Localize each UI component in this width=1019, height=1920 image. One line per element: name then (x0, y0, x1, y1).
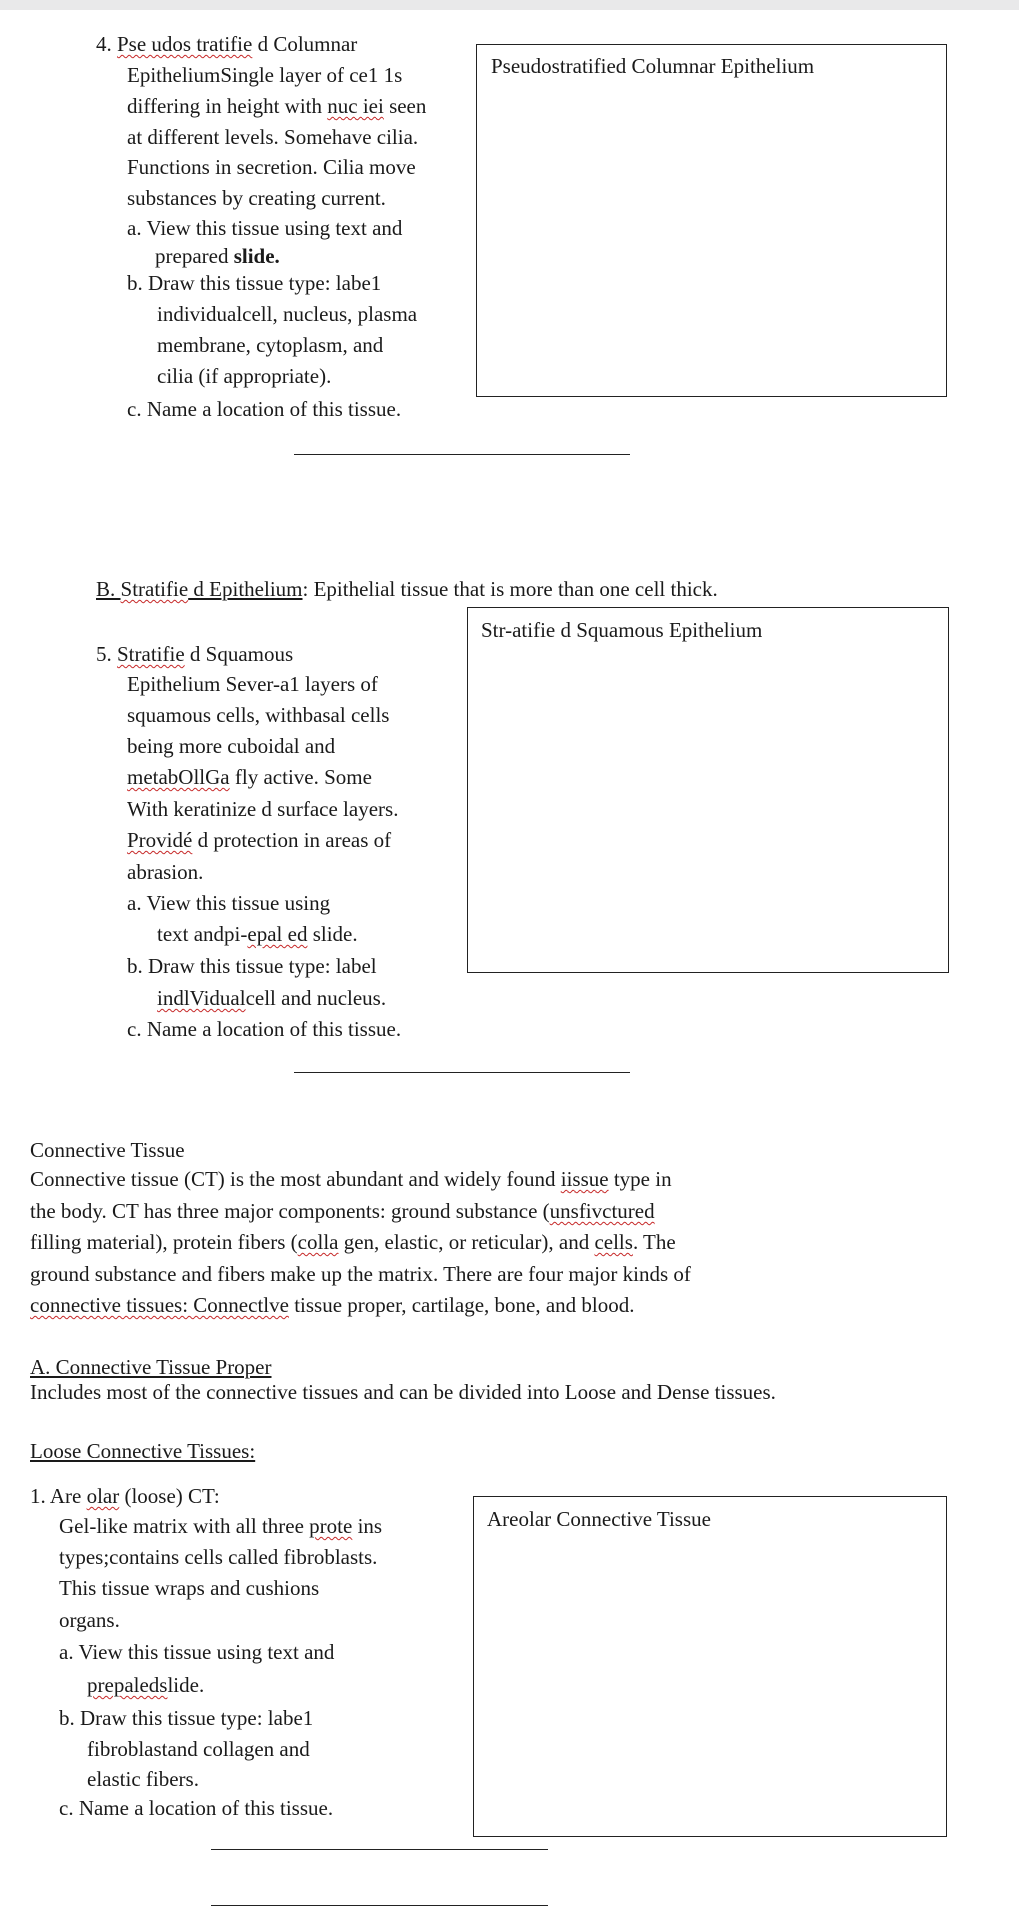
pseudostratified-step-a: a. View this tissue using text and (127, 216, 403, 240)
areolar-step-b-cont: fibroblastand collagen and (87, 1737, 310, 1761)
pseudostratified-step-c: c. Name a location of this tissue. (127, 397, 402, 421)
stratified-desc-line: metabOllGa fly active. Some (127, 765, 372, 789)
stratified-step-b: b. Draw this tissue type: label (127, 954, 377, 978)
pseudostratified-desc-line: substances by creating current. (127, 186, 386, 210)
areolar-step-a-cont: prepaledslide. (87, 1673, 205, 1697)
pseudostratified-step-b-cont: individualcell, nucleus, plasma (157, 302, 418, 326)
areolar-drawing-box[interactable] (473, 1496, 947, 1837)
connective-paragraph-line: Connective tissue (CT) is the most abundant and widely found iissue type in (30, 1167, 672, 1191)
pseudostratified-step-b-cont: membrane, cytoplasm, and (157, 333, 384, 357)
areolar-desc-line: This tissue wraps and cushions (59, 1576, 320, 1600)
pseudostratified-desc-line: EpitheliumSingle layer of ce1 1s (127, 63, 403, 87)
pseudostratified-title: 4. Pse udos tratifie d Columnar (96, 32, 358, 56)
pseudostratified-desc-line: Functions in secretion. Cilia move (127, 155, 416, 179)
areolar-desc-line: organs. (59, 1608, 120, 1632)
areolar-step-a: a. View this tissue using text and (59, 1640, 335, 1664)
areolar-desc-line: Gel-like matrix with all three prote ins (59, 1514, 383, 1538)
stratified-step-b-cont: indlVidualcell and nucleus. (157, 986, 387, 1010)
stratified-desc-line: being more cuboidal and (127, 734, 336, 758)
stratified-box-label: Str-atifie d Squamous Epithelium (481, 618, 763, 642)
stratified-step-a: a. View this tissue using (127, 891, 331, 915)
stratified-drawing-box[interactable] (467, 607, 949, 973)
pseudostratified-step-a-cont: prepared slide. (155, 244, 280, 268)
connective-paragraph-line: ground substance and fibers make up the matrix. There are four major kinds of (30, 1262, 691, 1286)
areolar-answer-line[interactable] (211, 1849, 548, 1850)
pseudostratified-step-b-cont: cilia (if appropriate). (157, 364, 332, 388)
stratified-step-a-cont: text andpi-epal ed slide. (157, 922, 358, 946)
pseudostratified-step-b: b. Draw this tissue type: labe1 (127, 271, 382, 295)
areolar-box-label: Areolar Connective Tissue (487, 1507, 711, 1531)
areolar-step-c: c. Name a location of this tissue. (59, 1796, 334, 1820)
pseudostratified-desc-line: differing in height with nuc iei seen (127, 94, 427, 118)
areolar-step-b-cont: elastic fibers. (87, 1767, 199, 1791)
stratified-desc-line: squamous cells, withbasal cells (127, 703, 390, 727)
connective-heading: Connective Tissue (30, 1138, 185, 1162)
connective-paragraph-line: connective tissues: Connectlve tissue proper, cartilage, bone, and blood. (30, 1293, 635, 1317)
stratified-desc-line: Providé d protection in areas of (127, 828, 392, 852)
connective-proper-desc: Includes most of the connective tissues and can be divided into Loose and Dense tissues. (30, 1380, 776, 1404)
loose-connective-heading: Loose Connective Tissues: (30, 1439, 256, 1463)
areolar-answer-line[interactable] (211, 1905, 548, 1906)
areolar-title: 1. Are olar (loose) CT: (30, 1484, 220, 1508)
connective-proper-heading: A. Connective Tissue Proper (30, 1355, 272, 1379)
pseudostratified-box-label: Pseudostratified Columnar Epithelium (491, 54, 815, 78)
connective-paragraph-line: the body. CT has three major components: ground substance (unsfivctured (30, 1199, 655, 1223)
pseudostratified-answer-line[interactable] (294, 454, 630, 455)
stratified-desc-line: Epithelium Sever-a1 layers of (127, 672, 378, 696)
pseudostratified-drawing-box[interactable] (476, 44, 947, 397)
stratified-title: 5. Stratifie d Squamous (96, 642, 294, 666)
top-gray-bar (0, 0, 1019, 10)
stratified-step-c: c. Name a location of this tissue. (127, 1017, 402, 1041)
areolar-desc-line: types;contains cells called fibroblasts. (59, 1545, 378, 1569)
areolar-step-b: b. Draw this tissue type: labe1 (59, 1706, 314, 1730)
connective-paragraph-line: filling material), protein fibers (colla gen, elastic, or reticular), and cells. The (30, 1230, 676, 1254)
stratified-desc-line: With keratinize d surface layers. (127, 797, 399, 821)
stratified-heading: B. Stratifie d Epithelium: Epithelial tissue that is more than one cell thick. (96, 577, 718, 601)
stratified-answer-line[interactable] (294, 1072, 630, 1073)
stratified-desc-line: abrasion. (127, 860, 204, 884)
pseudostratified-desc-line: at different levels. Somehave cilia. (127, 125, 419, 149)
